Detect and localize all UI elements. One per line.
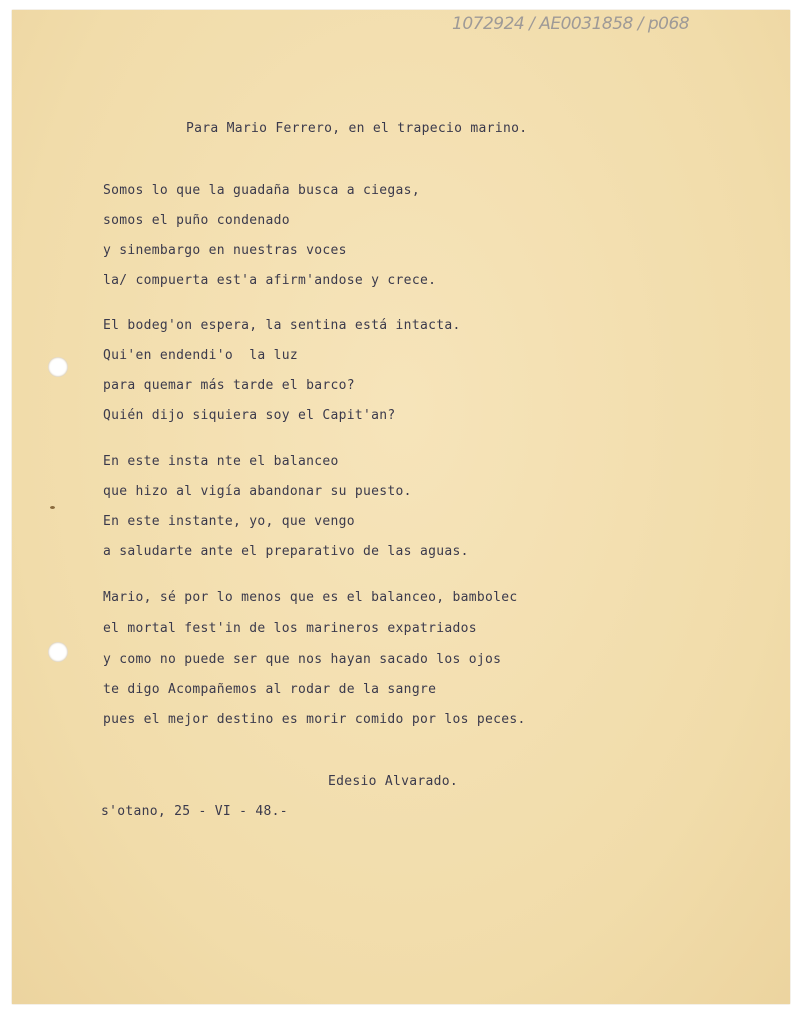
poem-line: Quién dijo siquiera soy el Capit'an? [103, 408, 396, 423]
poem-line: y como no puede ser que nos hayan sacado los ojos [103, 652, 502, 667]
poem-line: y sinembargo en nuestras voces [103, 243, 347, 258]
poem-line: para quemar más tarde el barco? [103, 378, 355, 393]
poem-line: En este instante, yo, que vengo [103, 514, 355, 529]
poem-line: Qui'en endendi'o la luz [103, 348, 299, 363]
dateline: s'otano, 25 - VI - 48.- [101, 804, 288, 819]
poem-line: En este insta nte el balanceo [103, 454, 339, 469]
poem-line: Somos lo que la guadaña busca a ciegas, [103, 183, 420, 198]
author-signature: Edesio Alvarado. [328, 774, 459, 789]
paper-speck [50, 506, 55, 509]
poem-line: Mario, sé por lo menos que es el balanceo, bambolec [103, 590, 518, 605]
poem-line: te digo Acompañemos al rodar de la sangre [103, 682, 437, 697]
poem-line: que hizo al vigía abandonar su puesto. [103, 484, 412, 499]
punch-hole-bottom [48, 642, 68, 662]
typewritten-page [12, 10, 790, 1004]
poem-line: pues el mejor destino es morir comido por los peces. [103, 712, 526, 727]
poem-line: somos el puño condenado [103, 213, 290, 228]
poem-line: la/ compuerta est'a afirm'andose y crece. [103, 273, 437, 288]
poem-title: Para Mario Ferrero, en el trapecio marino. [186, 121, 528, 136]
archive-reference: 1072924 / AE0031858 / p068 [452, 14, 690, 34]
poem-line: el mortal fest'in de los marineros expatriados [103, 621, 477, 636]
punch-hole-top [48, 357, 68, 377]
poem-line: a saludarte ante el preparativo de las aguas. [103, 544, 469, 559]
poem-line: El bodeg'on espera, la sentina está intacta. [103, 318, 461, 333]
